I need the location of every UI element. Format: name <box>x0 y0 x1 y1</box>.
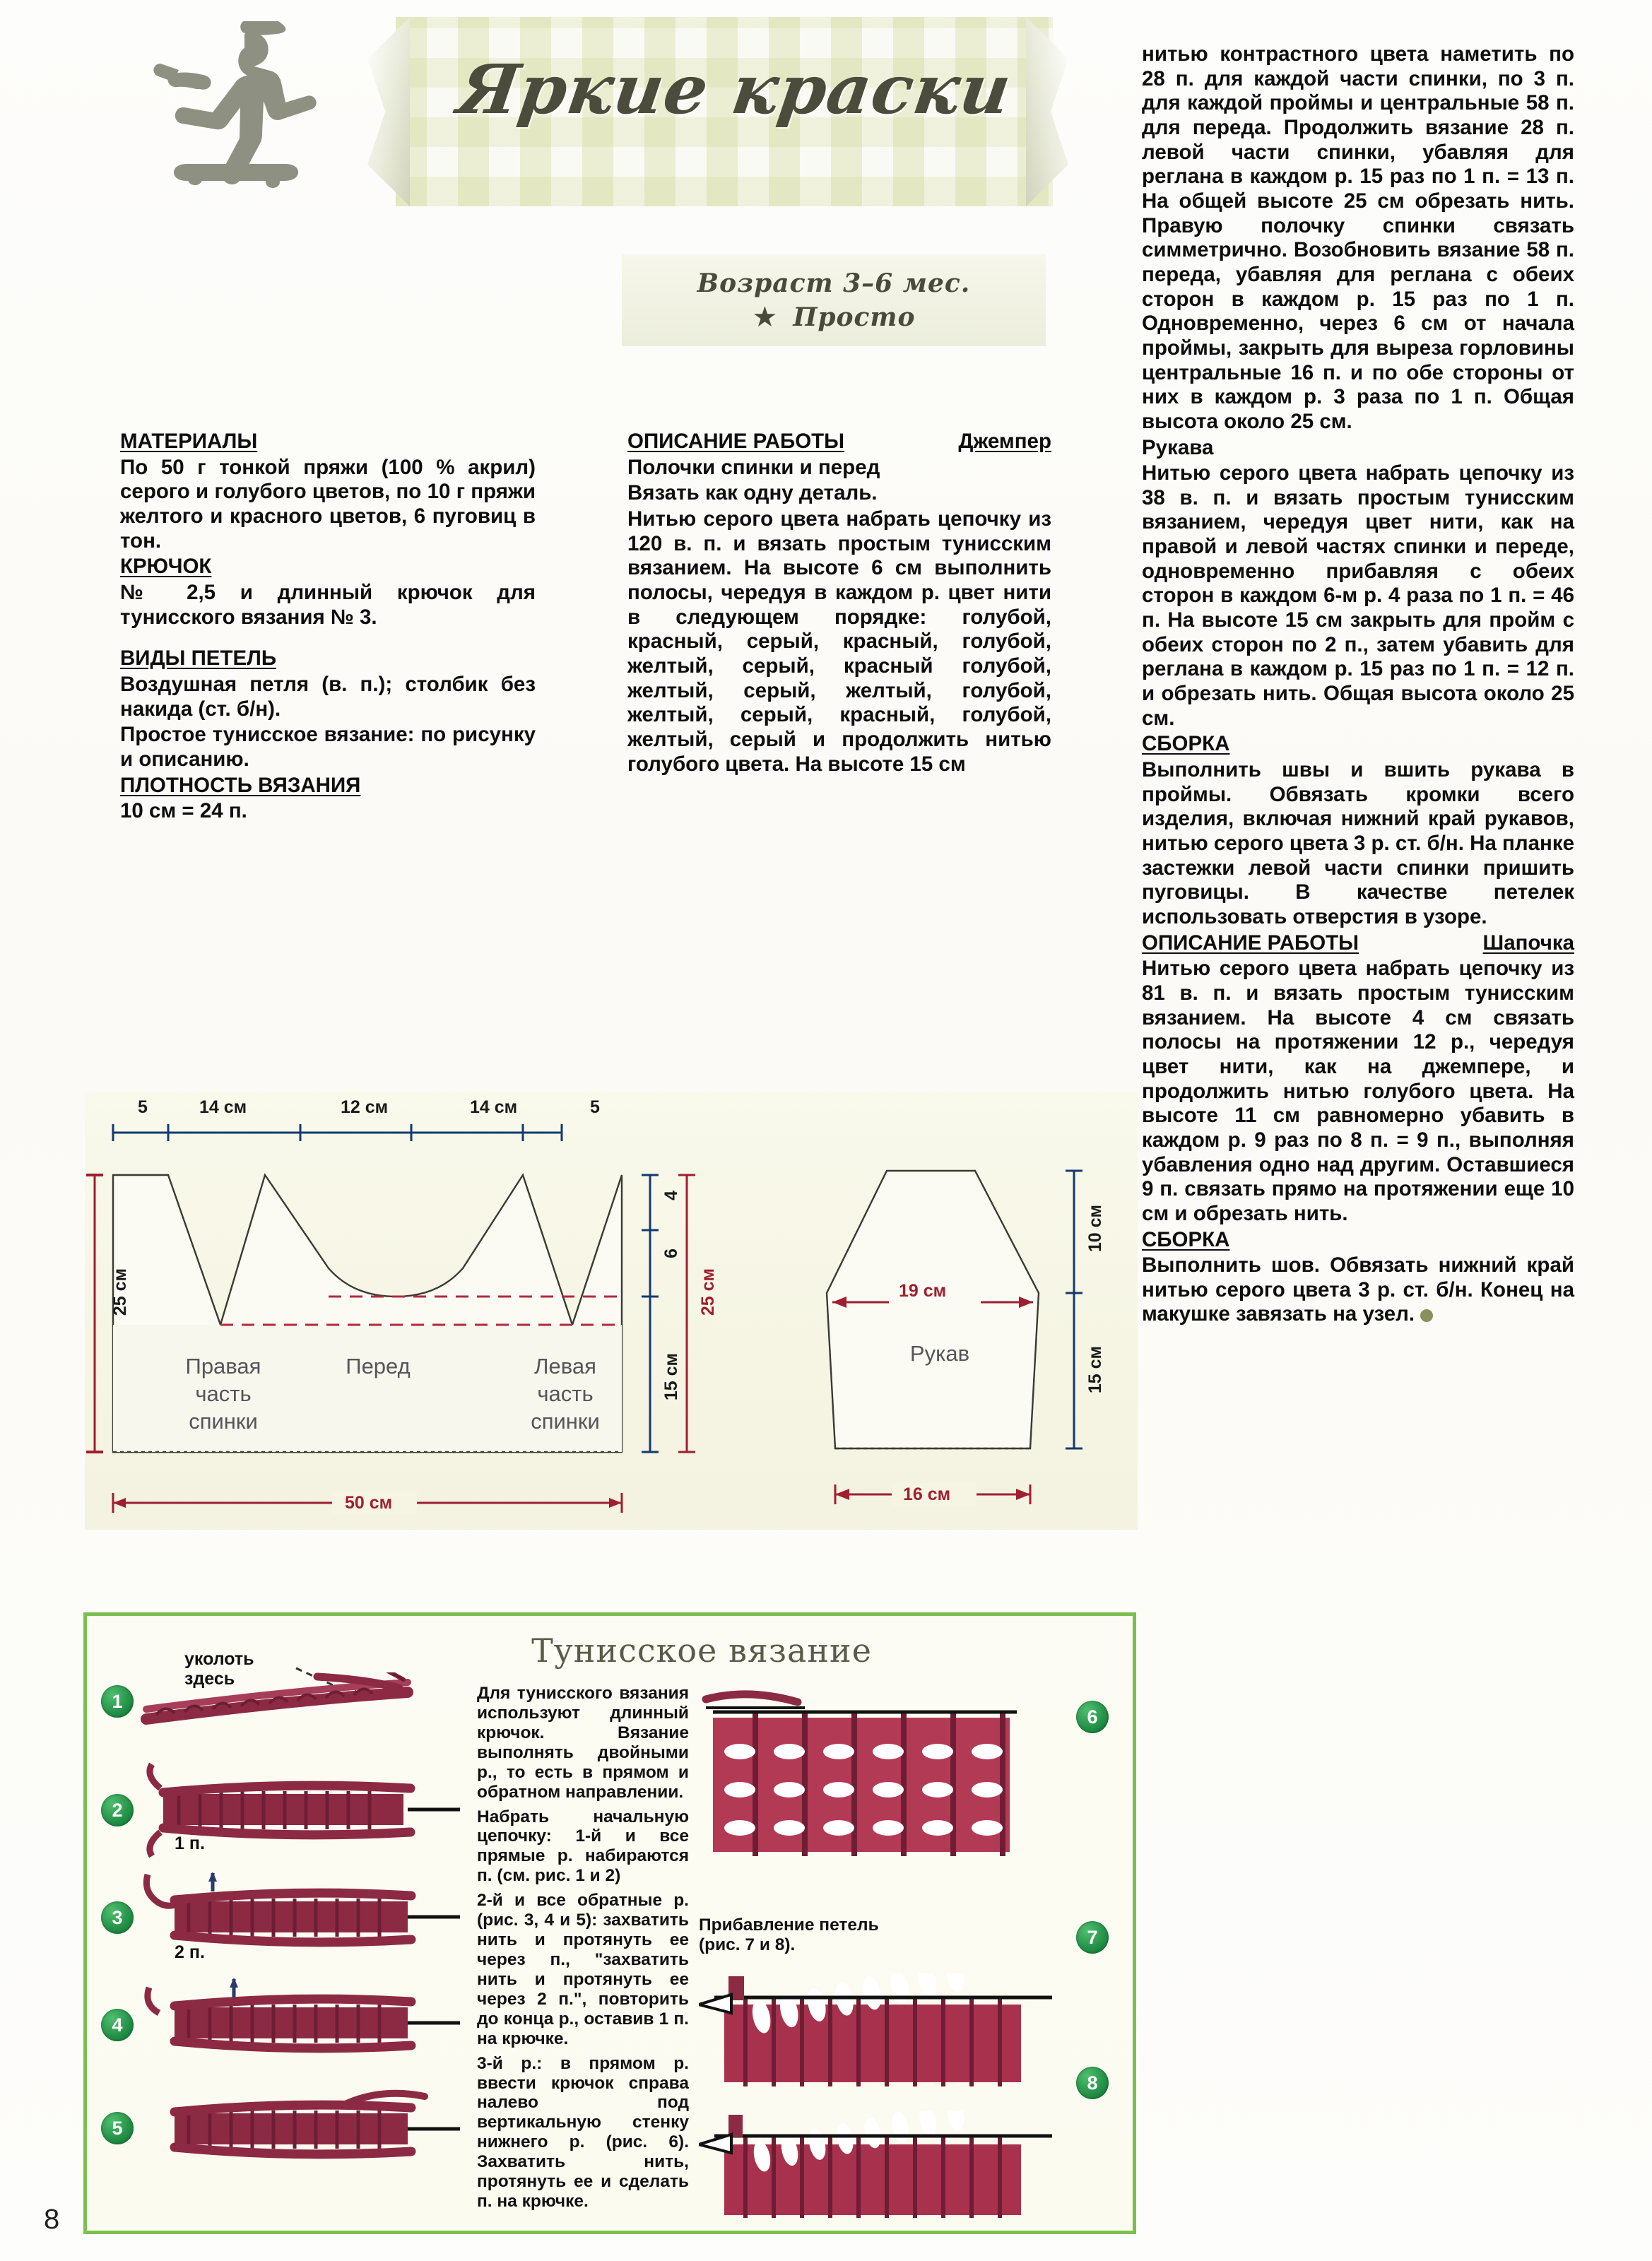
dim-left-height: 25 см <box>110 1268 130 1316</box>
age-text: Возраст 3–6 мес. <box>697 268 971 298</box>
jumper-heading-right: Джемпер <box>958 430 1051 453</box>
piece-label-right-back: Правая часть спинки <box>185 1354 261 1434</box>
dim-top-2: 14 см <box>199 1097 247 1117</box>
tunisian-knitting-box <box>83 1612 1136 2234</box>
hook-text: № 2,5 и длинный крючок для тунисского вязания № 3. <box>120 580 536 629</box>
callout-line-1: уколоть <box>184 1649 254 1669</box>
sleeve-label: Рукав <box>909 1341 970 1366</box>
sleeve-right-top: 10 см <box>1085 1205 1105 1253</box>
dim-inner-25: 25 см <box>698 1268 718 1316</box>
label-1-stitch: 1 п. <box>175 1834 205 1853</box>
end-of-article-mark <box>1420 1309 1433 1322</box>
callout-line-2: здесь <box>184 1668 235 1689</box>
sleeve-bottom-width: 16 см <box>903 1484 951 1504</box>
dim-inner-4: 4 <box>661 1191 681 1200</box>
step-circle-3: 3 <box>101 1901 134 1934</box>
tunisian-p4: 3-й р.: в прямом р. ввести крючок справа налево под вертикальную стенку нижнего р. (рис. 6). Захватить нить, протянуть ее и сделать п. на крючке. <box>477 2053 689 2212</box>
assembly-heading-hat: СБОРКА <box>1142 1227 1230 1251</box>
step-circle-6: 6 <box>1076 1701 1109 1733</box>
sleeves-heading: Рукава <box>1142 435 1214 459</box>
step-circle-8: 8 <box>1076 2067 1109 2099</box>
jumper-heading-left: ОПИСАНИЕ РАБОТЫ <box>627 430 845 453</box>
page-header <box>0 0 1102 212</box>
piece-label-left-back: Левая часть спинки <box>531 1354 600 1434</box>
step-circle-5: 5 <box>101 2112 134 2144</box>
hat-description-heading <box>1142 931 1574 956</box>
stitches-text-2: Простое тунисское вязание: по рисунку и описанию. <box>120 723 536 771</box>
hat-heading-left: ОПИСАНИЕ РАБОТЫ <box>1142 931 1359 955</box>
sleeve-top-width: 19 см <box>899 1281 947 1301</box>
increase-stitches-caption: Прибавление петель (рис. 7 и 8). <box>699 1915 879 1955</box>
sleeve-right-bottom: 15 см <box>1085 1346 1105 1394</box>
right-text-column <box>1142 42 1574 1328</box>
tunisian-p1: Для тунисского вязания используют длинный крючок. Вязание выполнять двойными р., то есть в прямом и обратном направлении. <box>477 1684 689 1802</box>
jumper-paragraph-1: Вязать как одну деталь. <box>627 481 878 505</box>
label-2-stitches: 2 п. <box>175 1942 205 1962</box>
step-circle-7: 7 <box>1076 1921 1109 1954</box>
piece-label-front: Перед <box>346 1354 411 1379</box>
assembly-text-hat: Выполнить шов. Обвязать нижний край нитью серого цвета 3 р. ст. б/н. Конец на макушке завязать на узел. <box>1142 1253 1574 1326</box>
gauge-text: 10 см = 24 п. <box>120 799 247 823</box>
age-difficulty-plate <box>622 254 1046 346</box>
dim-top-5: 5 <box>590 1097 600 1117</box>
jumper-paragraph-2: Нитью серого цвета набрать цепочку из 120 в. п. и вязать простым тунисским вязанием. На высоте 6 см выполнить полосы, чередуя в каждом р. цвет нити в следующем порядке: голубой, красный, серый, красный, голубой, желтый, серый, красный голубой, желтый, серый, желтый, голубой, желтый, серый, красный, голубой, желтый, серый и продолжить нитью голубого цвета. На высоте 15 см <box>627 507 1051 776</box>
jumper-continuation: нитью контрастного цвета наметить по 28 п. для каждой части спинки, по 3 п. для каждой проймы и центральные 58 п. для переда. Продолжить вязание 28 п. левой части спинки, убавляя для реглана в каждом р. 15 раз по 1 п. = 13 п. На общей высоте 25 см обрезать нить. Правую полочку спинки связать симметрично. Возобновить вязание 58 п. переда, убавляя для реглана с обеих сторон в каждом р. 15 раз по 1 п. Одновременно, через 6 см от начала проймы, закрыть для выреза горловины центральные 16 п. и по обе стороны от них в каждом р. 3 раза по 1 п. Общая высота около 25 см. <box>1142 42 1574 433</box>
tunisian-figure-8 <box>699 2111 1073 2224</box>
page-title: Яркие краски <box>453 49 1017 129</box>
body-pieces-drawing <box>85 1092 707 1530</box>
stitches-text-1: Воздушная петля (в. п.); столбик без накида (ст. б/н). <box>120 672 536 721</box>
dim-top-1: 5 <box>138 1097 148 1117</box>
step-circle-4: 4 <box>101 2009 134 2041</box>
materials-heading: МАТЕРИАЛЫ <box>120 430 258 453</box>
dim-bottom-width: 50 см <box>345 1493 393 1513</box>
assembly-heading-jumper: СБОРКА <box>1142 732 1230 756</box>
tunisian-box-title: Тунисское вязание <box>531 1631 872 1670</box>
tunisian-figure-6 <box>699 1684 1073 1896</box>
skateboarder-silhouette-icon <box>106 21 403 205</box>
jumper-description-heading <box>627 430 1051 454</box>
materials-text: По 50 г тонкой пряжи (100 % акрил) серого и голубого цветов, по 10 г пряжи желтого и красного цветов, 6 пуговиц в тон. <box>120 455 536 553</box>
jumper-subheading: Полочки спинки и перед <box>627 455 880 479</box>
tunisian-instructions <box>477 1684 689 2216</box>
left-text-column <box>120 430 536 825</box>
dim-top-3: 12 см <box>341 1097 389 1117</box>
tunisian-p2: Набрать начальную цепочку: 1-й и все прямые р. набираются п. (см. рис. 1 и 2) <box>477 1807 689 1886</box>
step-circle-2: 2 <box>101 1794 134 1826</box>
step-circle-1: 1 <box>101 1685 134 1718</box>
stitches-heading: ВИДЫ ПЕТЕЛЬ <box>120 647 277 671</box>
tunisian-steps-illustration-left <box>135 1672 467 2181</box>
hook-heading: КРЮЧОК <box>120 555 212 579</box>
middle-text-column <box>627 430 1051 778</box>
star-icon: ★ <box>752 302 778 333</box>
gauge-heading: ПЛОТНОСТЬ ВЯЗАНИЯ <box>120 773 361 797</box>
assembly-text-jumper: Выполнить швы и вшить рукава в проймы. Обвязать кромки всего изделия, включая нижний край рукавов, нитью серого цвета 3 р. ст. б/н. На планке застежки левой части спинки пришить пуговицы. В качестве петелек использовать отверстия в узоре. <box>1142 758 1574 928</box>
hat-heading-right: Шапочка <box>1482 931 1574 955</box>
dim-inner-15: 15 см <box>661 1353 681 1401</box>
difficulty-text: Просто <box>793 302 916 332</box>
dim-top-4: 14 см <box>470 1097 518 1117</box>
hat-text: Нитью серого цвета набрать цепочку из 81 в. п. и вязать простым тунисским вязанием. На высоте 4 см связать полосы на протяжении 12 р., чередуя цвет нити, как на джемпере, и продолжить нитью голубого цвета. На высоте 11 см равномерно убавить в каждом р. 9 раз по 8 п. = 9 п., выполняя убавления одно над другим. Оставшиеся 9 п. связать прямо на протяжении еще 10 см и обрезать нить. <box>1142 957 1574 1225</box>
tunisian-p3: 2-й и все обратные р. (рис. 3, 4 и 5): захватить нить и протянуть ее через п., "захватить нить и протянуть ее через 2 п.", повторить до конца р., оставив 1 п. на крючке. <box>477 1891 689 2048</box>
dim-inner-6: 6 <box>661 1248 681 1258</box>
page-number: 8 <box>44 2204 60 2235</box>
garment-schematic <box>85 1092 1138 1530</box>
sleeve-drawing <box>742 1092 1138 1530</box>
tunisian-figure-7 <box>699 1973 1073 2101</box>
sleeves-text: Нитью серого цвета набрать цепочку из 38 в. п. и вязать простым тунисским вязанием, чередуя цвет нити, как на правой и левой частях спинки и переде, одновременно прибавляя с обеих сторон в каждом 6-м р. 4 раза по 1 п. = 46 п. На высоте 15 см закрыть для пройм с обеих сторон по 2 п., затем убавить для реглана в каждом р. 15 раз по 1 п. = 12 п. и обрезать нить. Общая высота около 25 см. <box>1142 461 1574 730</box>
